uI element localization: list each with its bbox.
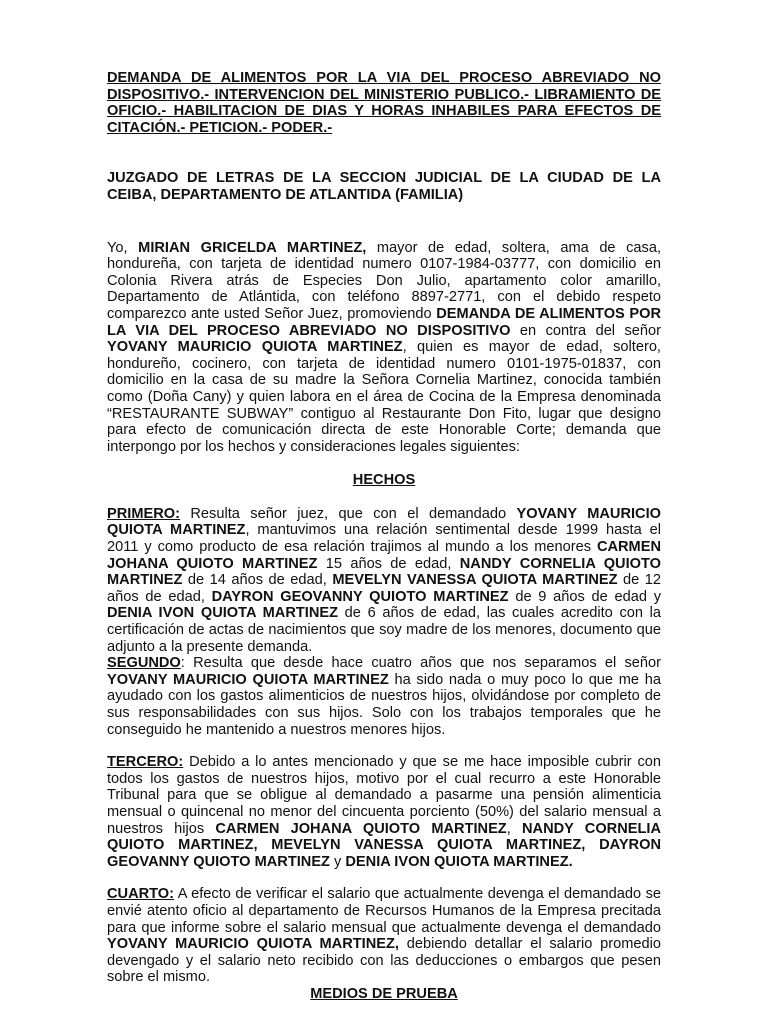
tercero-paragraph (107, 754, 661, 870)
claim-type: DEMANDA DE ALIMENTOS POR LA VIA DEL PROCESO ABREVIADO NO DISPOSITIVO (107, 305, 661, 339)
hechos-heading: HECHOS (352, 472, 416, 489)
intro-text-2: mayor de edad, soltera, ama de casa, hondureña, con tarjeta de identidad numero 0107-1984-03777, con domicilio en Colonia Rivera atrás de Especies Don Julio, apartamento color amarillo, Departamento de Atlántida, con teléfono 8897-2771, con el debido respeto comparezco ante usted Señor Juez, promoviendo (107, 239, 662, 322)
primero-bold-2: CARMEN JOHANA QUIOTO MARTINEZ (107, 539, 661, 572)
segundo-bold-1: YOVANY MAURICIO QUIOTA MARTINEZ (107, 671, 389, 688)
primero-text-7: de 6 años de edad, las cuales acredito con la certificación de actas de nacimientos que soy madre de los menores, documento que adjunto a la presente demanda. (107, 605, 661, 655)
cuarto-text-1: A efecto de verificar el salario que actualmente devenga el demandado se envié atento oficio al departamento de Recursos Humanos de la Empresa precitada para que informe sobre el salario mensual que actualmente devenga el demandado (107, 886, 661, 936)
tercero-text-1: Debido a lo antes mencionado y que se me hace imposible cubrir con todos los gastos de nuestros hijos, motivo por el cual recurro a este Honorable Tribunal para que se obligue al demandado a pasarme una pensión alimenticia mensual o quincenal no menor del cincuenta porciento (50%) del salario mensual a nuestros hijos (107, 754, 661, 837)
primero-bold-6: DENIA IVON QUIOTA MARTINEZ (107, 605, 339, 622)
intro-text-3: en contra del señor (510, 322, 662, 339)
segundo-text-2: ha sido nada o muy poco lo que me ha ayudado con los gastos alimenticios de nuestros hijos, olvidándose por completo de sus responsabilidades con sus hijos. Solo con los trabajos temporales que he conseguido he mantenido a nuestros menores hijos. (107, 671, 661, 738)
cuarto-label: CUARTO: (107, 886, 175, 903)
tercero-bold-1: CARMEN JOHANA QUIOTO MARTINEZ (215, 820, 507, 837)
cuarto-paragraph (107, 886, 661, 986)
primero-text-5: de 12 años de edad, (107, 572, 661, 605)
court-heading: JUZGADO DE LETRAS DE LA SECCION JUDICIAL DE LA CIUDAD DE LA CEIBA, DEPARTAMENTO DE ATLANTIDA (FAMILIA) (107, 170, 661, 203)
primero-text-4: de 14 años de edad, (182, 572, 333, 589)
primero-bold-3: NANDY CORNELIA QUIOTO MARTINEZ (107, 555, 661, 589)
tercero-bold-2: NANDY CORNELIA QUIOTO MARTINEZ, MEVELYN VANESSA QUIOTA MARTINEZ, DAYRON GEOVANNY QUIOTO MARTINEZ (107, 820, 662, 870)
primero-text-3: 15 años de edad, (317, 555, 460, 572)
intro-text-4: , quien es mayor de edad, soltero, hondureño, cocinero, con tarjeta de identidad numero 0101-1975-01837, con domicilio en la casa de su madre la Señora Cornelia Martinez, conocida también como (Doña Cany) y quien labora en el área de Cocina de la Empresa denominada “RESTAURANTE SUBWAY” contiguo al Restaurante Don Fito, lugar que designo para efecto de comunicación directa de este Honorable Corte; demanda que interpongo por los hechos y consideraciones legales siguientes: (107, 339, 661, 455)
medios-de-prueba-heading: MEDIOS DE PRUEBA (310, 985, 458, 1002)
intro-paragraph (107, 240, 661, 456)
cuarto-bold-1: YOVANY MAURICIO QUIOTA MARTINEZ, (107, 936, 399, 953)
tercero-text-2: , (506, 820, 522, 837)
cuarto-text-2: debiendo detallar el salario promedio devengado y el salario neto recibido con las deducciones o embargos que pesen sobre el mismo. (107, 936, 662, 986)
tercero-bold-3: DENIA IVON QUIOTA MARTINEZ. (345, 853, 573, 870)
plaintiff-name: MIRIAN GRICELDA MARTINEZ, (138, 239, 367, 256)
primero-text-6: de 9 años de edad y (508, 588, 661, 605)
document-title: DEMANDA DE ALIMENTOS POR LA VIA DEL PROCESO ABREVIADO NO DISPOSITIVO.- INTERVENCION DEL MINISTERIO PUBLICO.- LIBRAMIENTO DE OFICIO.- HABILITACION DE DIAS Y HORAS INHABILES PARA EFECTOS DE CITACIÓN.- PETICION.- PODER.- (107, 70, 661, 136)
primero-bold-5: DAYRON GEOVANNY QUIOTO MARTINEZ (211, 588, 509, 605)
primero-paragraph (107, 506, 661, 655)
tercero-label: TERCERO: (107, 754, 184, 771)
primero-bold-1: YOVANY MAURICIO QUIOTA MARTINEZ (107, 505, 661, 539)
segundo-label: SEGUNDO (107, 655, 181, 672)
primero-bold-4: MEVELYN VANESSA QUIOTA MARTINEZ (332, 572, 618, 589)
defendant-name: YOVANY MAURICIO QUIOTA MARTINEZ (107, 339, 403, 356)
primero-text-1: Resulta señor juez, que con el demandado (179, 505, 517, 522)
primero-label: PRIMERO: (107, 505, 180, 522)
primero-text-2: , mantuvimos una relación sentimental desde 1999 hasta el 2011 y como producto de esa relación trajimos al mundo a los menores (107, 522, 661, 556)
document-page (107, 70, 661, 1020)
tercero-text-3: y (329, 853, 346, 870)
intro-text-1: Yo, (107, 239, 139, 256)
segundo-text-1: : Resulta que desde hace cuatro años que nos separamos el señor (180, 655, 661, 672)
segundo-paragraph (107, 655, 661, 738)
